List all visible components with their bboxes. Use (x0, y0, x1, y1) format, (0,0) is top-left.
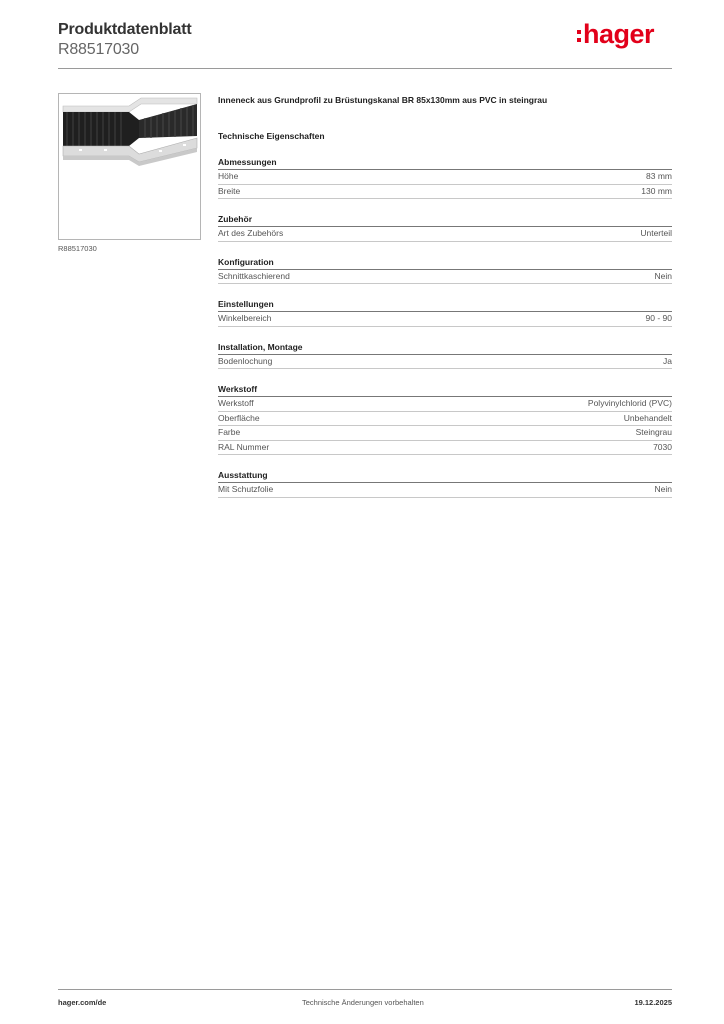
property-row (218, 312, 672, 327)
section-title: Zubehör (218, 213, 672, 227)
property-row (218, 412, 672, 427)
property-row (218, 270, 672, 285)
property-value: 83 mm (646, 171, 672, 181)
property-value: Nein (654, 270, 672, 281)
footer-website: hager.com/de (58, 998, 107, 1007)
section-title: Abmessungen (218, 156, 672, 170)
property-label: Höhe (218, 171, 239, 181)
property-row (218, 483, 672, 498)
property-row (218, 397, 672, 412)
tech-properties-heading: Technische Eigenschaften (218, 131, 325, 141)
footer-notice: Technische Änderungen vorbehalten (302, 998, 424, 1007)
property-value: Nein (654, 484, 672, 494)
section-title: Ausstattung (218, 469, 672, 483)
property-section (218, 469, 672, 498)
property-section (218, 298, 672, 327)
property-label: Winkelbereich (218, 313, 272, 323)
product-number: R88517030 (58, 41, 139, 58)
property-sections (218, 156, 672, 498)
property-label: Oberfläche (218, 412, 260, 423)
product-description: Inneneck aus Grundprofil zu Brüstungskanal BR 85x130mm aus PVC in steingrau (218, 95, 548, 105)
property-value: 90 - 90 (645, 313, 672, 323)
property-row (218, 441, 672, 456)
page-title: Produktdatenblatt (58, 21, 192, 38)
property-value: Steingrau (635, 427, 672, 437)
logo-dots-icon (577, 30, 581, 42)
property-row (218, 170, 672, 185)
property-row (218, 185, 672, 200)
property-row (218, 355, 672, 370)
property-label: RAL Nummer (218, 441, 270, 452)
property-value: 7030 (653, 441, 672, 452)
property-label: Bodenlochung (218, 355, 273, 366)
hager-logo (577, 20, 654, 48)
logo-text: hager (582, 19, 654, 49)
property-row (218, 426, 672, 441)
property-label: Mit Schutzfolie (218, 484, 274, 494)
property-row (218, 227, 672, 242)
property-value: Unterteil (640, 228, 672, 238)
header-divider (58, 68, 672, 69)
property-value: 130 mm (641, 185, 672, 196)
corner-duct-illustration (59, 94, 200, 239)
section-title: Werkstoff (218, 383, 672, 397)
section-title: Einstellungen (218, 298, 672, 312)
property-section (218, 213, 672, 242)
property-value: Unbehandelt (623, 412, 672, 423)
footer-divider (58, 989, 672, 990)
page-header (58, 20, 672, 68)
property-label: Schnittkaschierend (218, 270, 290, 281)
property-value: Ja (663, 355, 672, 366)
property-section (218, 256, 672, 285)
property-section (218, 383, 672, 455)
product-details (218, 94, 672, 498)
property-value: Polyvinylchlorid (PVC) (587, 398, 672, 408)
property-label: Art des Zubehörs (218, 228, 284, 238)
property-label: Werkstoff (218, 398, 254, 408)
image-caption: R88517030 (58, 244, 97, 253)
section-title: Installation, Montage (218, 341, 672, 355)
property-label: Breite (218, 185, 241, 196)
section-title: Konfiguration (218, 256, 672, 270)
property-section (218, 156, 672, 199)
property-section (218, 341, 672, 370)
product-image (58, 93, 201, 240)
footer-date: 19.12.2025 (634, 998, 672, 1007)
property-label: Farbe (218, 427, 241, 437)
